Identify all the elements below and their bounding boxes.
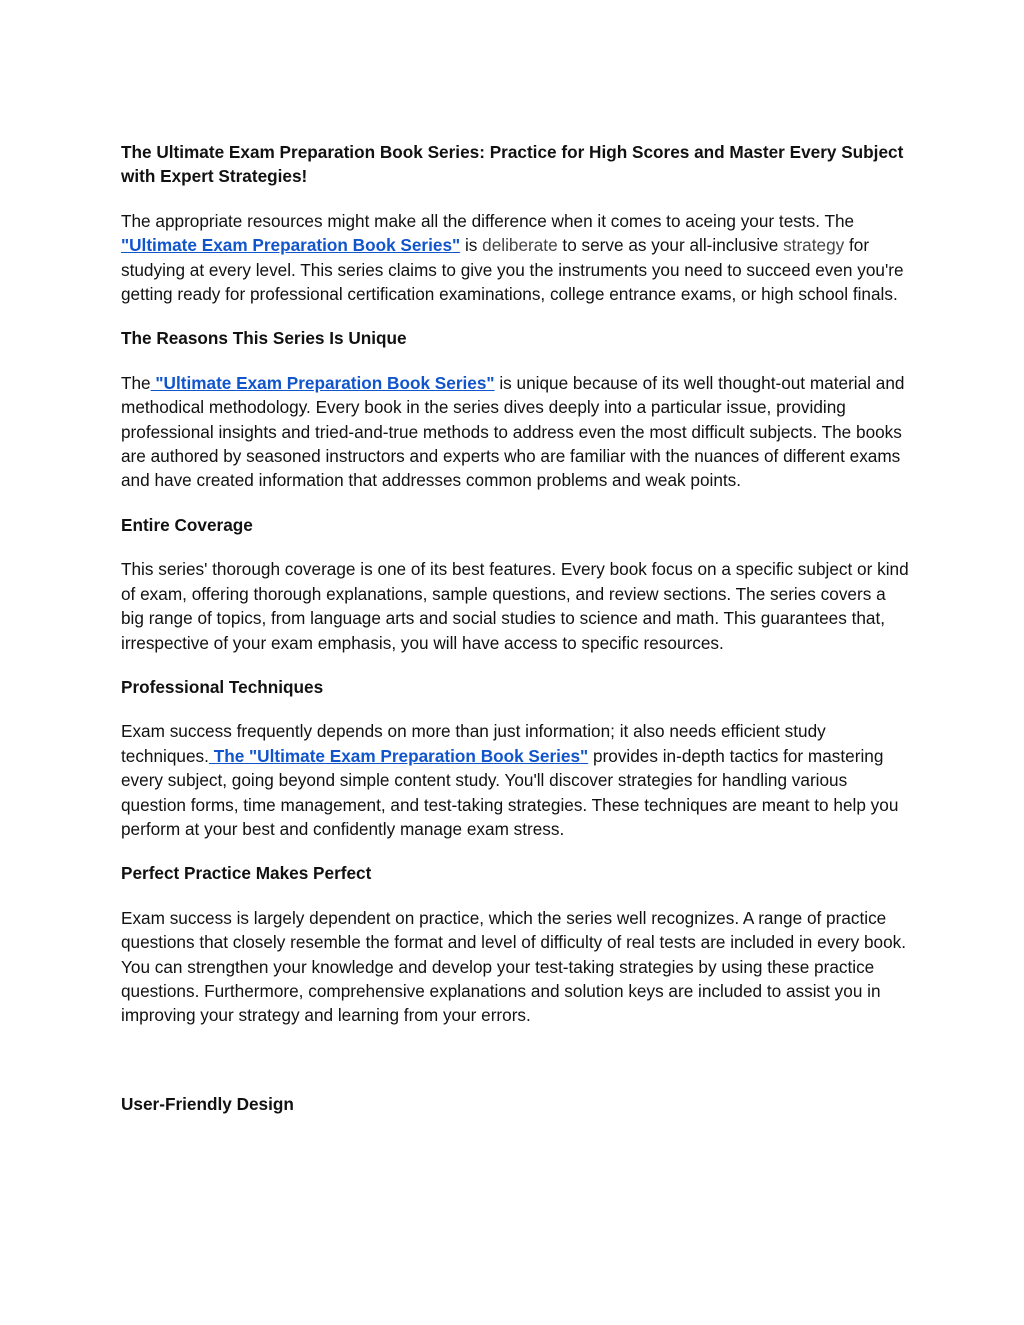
unique-text-1: The bbox=[121, 372, 151, 393]
document-title: The Ultimate Exam Preparation Book Series: Practice for High Scores and Master Every Subject with Expert Strategies! bbox=[121, 142, 904, 187]
intro-text-4: to serve as your all-inclusive bbox=[557, 235, 784, 256]
section-heading-design: User-Friendly Design bbox=[121, 1093, 294, 1114]
intro-text-6: for studying at every level. This series claims to give you the instruments you need to succeed even you're getting ready for professional certification examinations, college entrance exams, or high school finals. bbox=[121, 235, 904, 305]
section-heading-coverage: Entire Coverage bbox=[121, 514, 253, 535]
series-link-unique[interactable]: "Ultimate Exam Preparation Book Series" bbox=[150, 372, 495, 393]
techniques-text-2: provides in-depth tactics for mastering every subject, going beyond simple content study. You'll discover strategies for handling various question forms, time management, and test-taking strategies. These techniques are meant to help you perform at your best and confidently manage exam stress. bbox=[121, 745, 899, 839]
section-heading-practice: Perfect Practice Makes Perfect bbox=[121, 863, 372, 884]
intro-text-5: strategy bbox=[783, 235, 845, 256]
intro-text-3: deliberate bbox=[482, 235, 558, 256]
unique-text-2: is unique because of its well thought-out material and methodical methodology. Every book in the series dives deeply into a particular issue, providing professional insights and tried-and-true methods to address even the most difficult subjects. The books are authored by seasoned instructors and experts who are familiar with the nuances of different exams and have created information that addresses common problems and weak points. bbox=[121, 372, 905, 491]
section-heading-techniques: Professional Techniques bbox=[121, 676, 324, 697]
intro-text-1: The appropriate resources might make all the difference when it comes to aceing your tests. The bbox=[121, 210, 855, 231]
series-link-intro[interactable]: "Ultimate Exam Preparation Book Series" bbox=[121, 235, 461, 256]
intro-text-2: is bbox=[460, 235, 483, 256]
section-paragraph-coverage: This series' thorough coverage is one of its best features. Every book focus on a specific subject or kind of exam, offering thorough explanations, sample questions, and review sections. The series covers a big range of topics, from language arts and social studies to science and math. This guarantees that, irrespective of your exam emphasis, you will have access to specific resources. bbox=[121, 559, 909, 653]
section-paragraph-practice: Exam success is largely dependent on practice, which the series well recognizes. A range of practice questions that closely resemble the format and level of difficulty of real tests are included in every book. You can strengthen your knowledge and develop your test-taking strategies by using these practice questions. Furthermore, comprehensive explanations and solution keys are included to assist you in improving your strategy and learning from your errors. bbox=[121, 907, 906, 1026]
document-page bbox=[121, 140, 911, 1116]
section-heading-unique: The Reasons This Series Is Unique bbox=[121, 328, 407, 349]
series-link-techniques[interactable]: The "Ultimate Exam Preparation Book Series" bbox=[208, 745, 589, 766]
techniques-text-1: Exam success frequently depends on more than just information; it also needs efficient study techniques. bbox=[121, 721, 826, 766]
intro-paragraph bbox=[121, 209, 911, 307]
section-paragraph-techniques bbox=[121, 719, 911, 841]
section-paragraph-unique bbox=[121, 371, 911, 493]
